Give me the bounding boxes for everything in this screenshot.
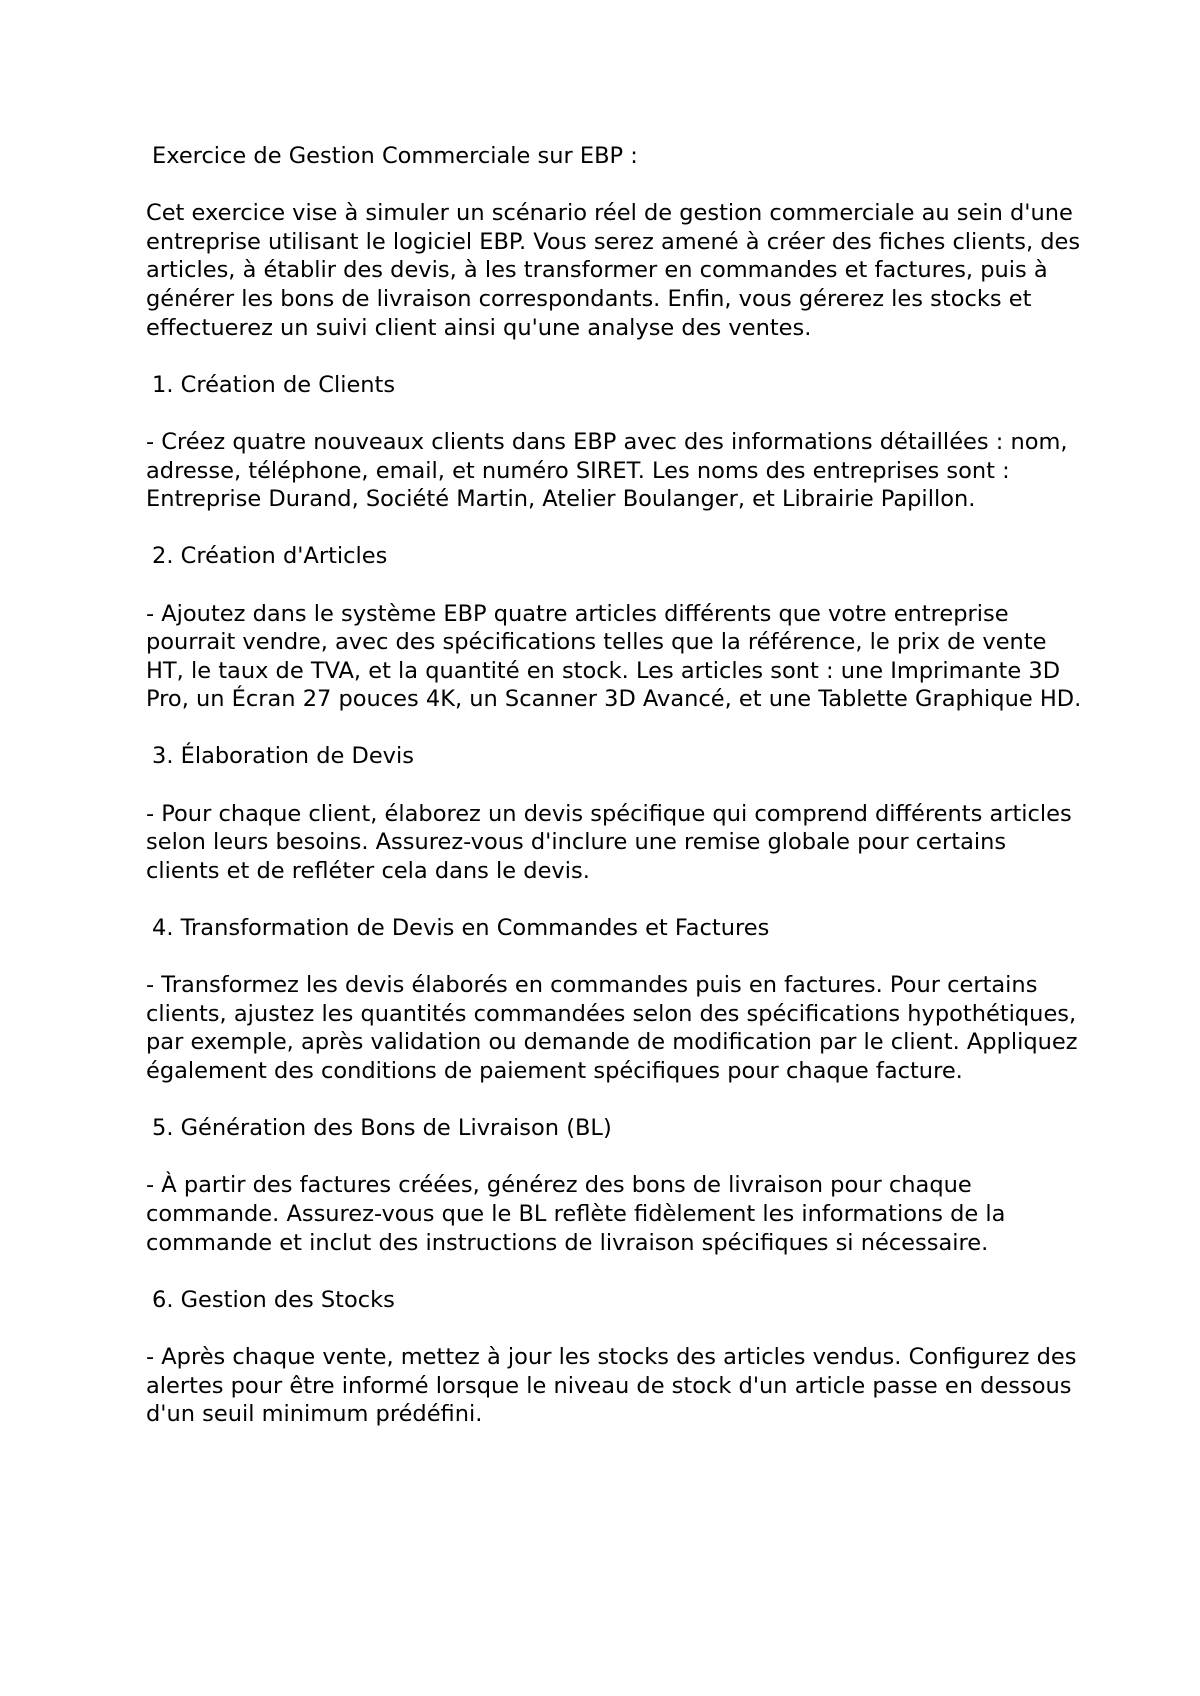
section-heading-2: 2. Création d'Articles — [152, 543, 388, 570]
section-heading-4: 4. Transformation de Devis en Commandes et Factures — [152, 915, 770, 942]
section-body-2: - Ajoutez dans le système EBP quatre articles différents que votre entreprise pourrait vendre, avec des spécifications telles que la référence, le prix de vente HT, le taux de TVA, et la quantité en stock. Les articles sont : une Imprimante 3D Pro, un Écran 27 pouces 4K, un Scanner 3D Avancé, et une Tablette Graphique HD. — [146, 600, 1082, 713]
section-heading-5: 5. Génération des Bons de Livraison (BL) — [152, 1115, 612, 1142]
document-page — [146, 142, 1086, 1457]
section-heading-1: 1. Création de Clients — [152, 371, 396, 398]
section-body-3: - Pour chaque client, élaborez un devis spécifique qui comprend différents articles selon leurs besoins. Assurez-vous d'inclure une remise globale pour certains clients et de refléter cela dans le devis. — [146, 800, 1072, 884]
document-title: Exercice de Gestion Commerciale sur EBP : — [152, 143, 638, 169]
section-body-5: - À partir des factures créées, générez des bons de livraison pour chaque commande. Assurez-vous que le BL reflète fidèlement les informations de la commande et inclut des instructions de livraison spécifiques si nécessaire. — [146, 1172, 1006, 1256]
section-body-6: - Après chaque vente, mettez à jour les stocks des articles vendus. Configurez des alertes pour être informé lorsque le niveau de stock d'un article passe en dessous d'un seuil minimum prédéfini. — [146, 1343, 1077, 1428]
section-body-4: - Transformez les devis élaborés en commandes puis en factures. Pour certains clients, ajustez les quantités commandées selon des spécifications hypothétiques, par exemple, après validation ou demande de modification par le client. Appliquez également des conditions de paiement spécifiques pour chaque facture. — [146, 972, 1078, 1084]
intro-paragraph: Cet exercice vise à simuler un scénario réel de gestion commerciale au sein d'une entreprise utilisant le logiciel EBP. Vous serez amené à créer des fiches clients, des articles, à établir des devis, à les transformer en commandes et factures, puis à générer les bons de livraison correspondants. Enfin, vous gérerez les stocks et effectuerez un suivi client ainsi qu'une analyse des ventes. — [146, 200, 1081, 341]
section-heading-3: 3. Élaboration de Devis — [152, 743, 414, 770]
section-heading-6: 6. Gestion des Stocks — [152, 1286, 395, 1313]
section-body-1: - Créez quatre nouveaux clients dans EBP avec des informations détaillées : nom, adresse, téléphone, email, et numéro SIRET. Les noms des entreprises sont : Entreprise Durand, Société Martin, Atelier Boulanger, et Librairie Papillon. — [146, 428, 1068, 513]
